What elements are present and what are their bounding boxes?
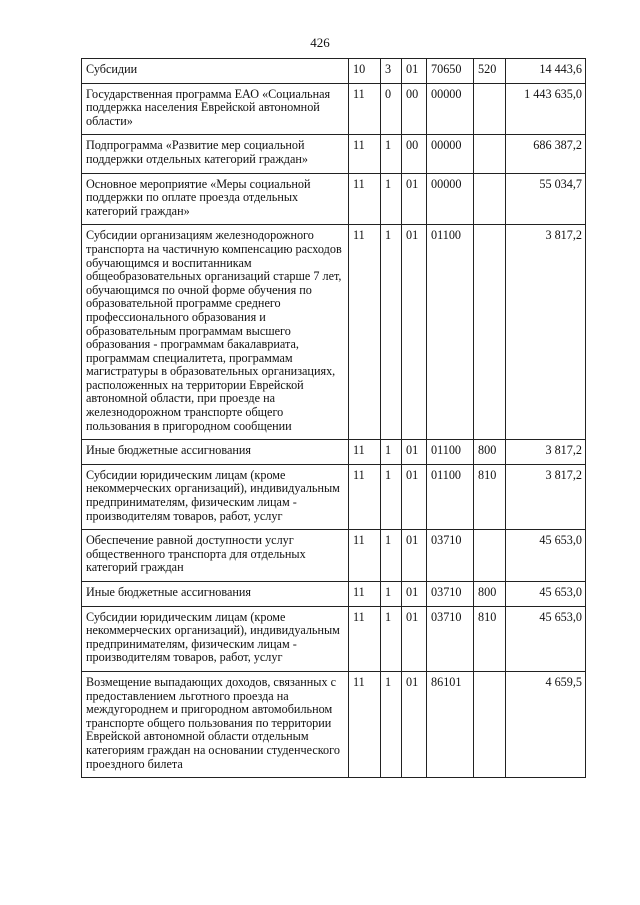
row-expense-type xyxy=(474,530,506,582)
table-row xyxy=(82,225,586,440)
row-target-code-part1: 01 xyxy=(402,225,427,440)
row-target-code-part1: 00 xyxy=(402,135,427,173)
table-row xyxy=(82,606,586,671)
row-amount: 1 443 635,0 xyxy=(506,83,586,135)
row-name: Субсидии xyxy=(82,59,349,84)
row-name: Субсидии юридическим лицам (кроме некоммерческих организаций), индивидуальным предпринимателям, физическим лицам - производителям товаров, работ, услуг xyxy=(82,606,349,671)
table-row xyxy=(82,440,586,465)
row-target-code-part1: 01 xyxy=(402,59,427,84)
row-amount: 45 653,0 xyxy=(506,530,586,582)
row-amount: 45 653,0 xyxy=(506,606,586,671)
table-row xyxy=(82,582,586,607)
row-section-code: 11 xyxy=(349,225,381,440)
row-section-code: 11 xyxy=(349,464,381,529)
row-section-code: 11 xyxy=(349,440,381,465)
row-name: Возмещение выпадающих доходов, связанных с предоставлением льготного проезда на междугороднем и пригородном автомобильном транспорте общего пользования по территории Еврейской автономной области отдельным категориям граждан на основании студенческого проездного билета xyxy=(82,671,349,777)
row-subsection-code: 1 xyxy=(381,530,402,582)
row-subsection-code: 1 xyxy=(381,582,402,607)
row-target-code-part2: 00000 xyxy=(427,173,474,225)
row-target-code-part1: 01 xyxy=(402,530,427,582)
row-name: Основное мероприятие «Меры социальной поддержки по оплате проезда отдельных категорий граждан» xyxy=(82,173,349,225)
row-subsection-code: 1 xyxy=(381,225,402,440)
row-expense-type: 800 xyxy=(474,582,506,607)
row-name: Обеспечение равной доступности услуг общественного транспорта для отдельных категорий граждан xyxy=(82,530,349,582)
row-expense-type xyxy=(474,135,506,173)
row-name: Подпрограмма «Развитие мер социальной поддержки отдельных категорий граждан» xyxy=(82,135,349,173)
table-row xyxy=(82,135,586,173)
row-name: Субсидии юридическим лицам (кроме некоммерческих организаций), индивидуальным предпринимателям, физическим лицам - производителям товаров, работ, услуг xyxy=(82,464,349,529)
row-amount: 14 443,6 xyxy=(506,59,586,84)
row-subsection-code: 3 xyxy=(381,59,402,84)
table-row xyxy=(82,464,586,529)
row-name: Государственная программа ЕАО «Социальная поддержка населения Еврейской автономной области» xyxy=(82,83,349,135)
row-target-code-part2: 00000 xyxy=(427,83,474,135)
row-name: Субсидии организациям железнодорожного транспорта на частичную компенсацию расходов обучающимся и воспитанникам общеобразовательных организаций старше 7 лет, обучающимся по очной форме обучения по образовательной программе среднего профессионального образования и образовательным программам высшего образования - программам бакалавриата, программам специалитета, программам магистратуры в образовательных организациях, расположенных на территории Еврейской автономной области, при проезде на железнодорожном транспорте общего пользования в пригородном сообщении xyxy=(82,225,349,440)
row-target-code-part2: 86101 xyxy=(427,671,474,777)
row-name: Иные бюджетные ассигнования xyxy=(82,440,349,465)
row-subsection-code: 1 xyxy=(381,135,402,173)
row-target-code-part2: 70650 xyxy=(427,59,474,84)
row-subsection-code: 1 xyxy=(381,440,402,465)
row-target-code-part2: 01100 xyxy=(427,440,474,465)
table-row xyxy=(82,671,586,777)
row-subsection-code: 1 xyxy=(381,173,402,225)
row-section-code: 11 xyxy=(349,83,381,135)
row-expense-type: 810 xyxy=(474,606,506,671)
row-target-code-part1: 01 xyxy=(402,464,427,529)
row-subsection-code: 1 xyxy=(381,464,402,529)
table-row xyxy=(82,173,586,225)
row-amount: 3 817,2 xyxy=(506,464,586,529)
row-name: Иные бюджетные ассигнования xyxy=(82,582,349,607)
row-target-code-part2: 03710 xyxy=(427,606,474,671)
row-target-code-part1: 01 xyxy=(402,173,427,225)
row-section-code: 11 xyxy=(349,671,381,777)
row-target-code-part2: 03710 xyxy=(427,530,474,582)
row-target-code-part1: 01 xyxy=(402,606,427,671)
table-row xyxy=(82,530,586,582)
row-amount: 3 817,2 xyxy=(506,440,586,465)
row-section-code: 11 xyxy=(349,582,381,607)
row-subsection-code: 1 xyxy=(381,671,402,777)
row-target-code-part1: 01 xyxy=(402,671,427,777)
row-amount: 4 659,5 xyxy=(506,671,586,777)
row-target-code-part2: 01100 xyxy=(427,225,474,440)
row-section-code: 11 xyxy=(349,135,381,173)
row-target-code-part2: 03710 xyxy=(427,582,474,607)
budget-table xyxy=(81,58,586,778)
row-target-code-part1: 01 xyxy=(402,582,427,607)
row-expense-type xyxy=(474,225,506,440)
row-expense-type xyxy=(474,173,506,225)
row-expense-type: 800 xyxy=(474,440,506,465)
row-expense-type: 810 xyxy=(474,464,506,529)
row-amount: 45 653,0 xyxy=(506,582,586,607)
row-target-code-part2: 01100 xyxy=(427,464,474,529)
row-section-code: 10 xyxy=(349,59,381,84)
row-amount: 3 817,2 xyxy=(506,225,586,440)
row-subsection-code: 0 xyxy=(381,83,402,135)
row-target-code-part2: 00000 xyxy=(427,135,474,173)
row-amount: 686 387,2 xyxy=(506,135,586,173)
table-row xyxy=(82,83,586,135)
row-expense-type xyxy=(474,671,506,777)
row-amount: 55 034,7 xyxy=(506,173,586,225)
row-section-code: 11 xyxy=(349,173,381,225)
row-target-code-part1: 01 xyxy=(402,440,427,465)
row-target-code-part1: 00 xyxy=(402,83,427,135)
row-section-code: 11 xyxy=(349,530,381,582)
row-subsection-code: 1 xyxy=(381,606,402,671)
row-section-code: 11 xyxy=(349,606,381,671)
row-expense-type: 520 xyxy=(474,59,506,84)
table-row xyxy=(82,59,586,84)
row-expense-type xyxy=(474,83,506,135)
page-number: 426 xyxy=(310,35,330,50)
